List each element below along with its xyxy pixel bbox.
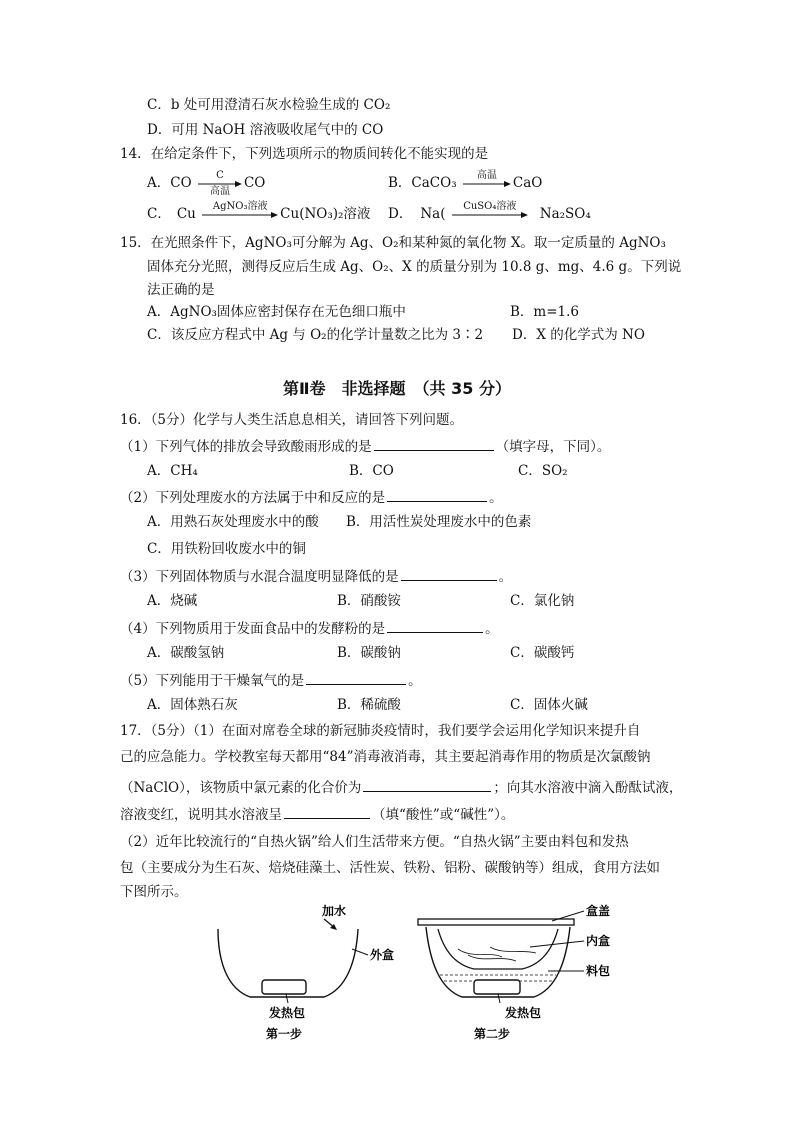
q17-l3-text: （NaClO），该物质中氯元素的化合价为 xyxy=(120,780,362,796)
arrow-icon xyxy=(202,212,278,218)
q14-b-arrow xyxy=(463,169,511,187)
q16-p3-option-b: B．硝酸铵 xyxy=(337,593,401,609)
food-lines xyxy=(458,947,536,961)
answer-blank[interactable] xyxy=(401,566,497,581)
q14-c-arrow xyxy=(202,200,278,218)
step1-diagram xyxy=(218,903,394,1041)
q16-part-4 xyxy=(120,618,499,638)
q16-p4-option-b: B．碳酸钠 xyxy=(337,645,401,661)
q17-line-1: 17．（5分）（1）在面对席卷全球的新冠肺炎疫情时，我们要学会运用化学知识来提升自 xyxy=(120,723,641,739)
q14-option-d xyxy=(388,200,591,223)
label-inner-box: 内盒 xyxy=(586,934,611,948)
answer-blank[interactable] xyxy=(306,670,406,685)
q16-p5-text: （5）下列能用于干燥氧气的是 xyxy=(120,673,305,689)
q16-p2-option-a: A．用熟石灰处理废水中的酸 xyxy=(147,514,319,530)
q16-p1-option-a: A．CH₄ xyxy=(147,463,198,479)
q14-a-left: CO xyxy=(170,175,192,191)
q16-p5-tail: 。 xyxy=(408,673,422,689)
q16-p3-text: （3）下列固体物质与水混合温度明显降低的是 xyxy=(120,569,399,585)
q14-stem: 14．在给定条件下，下列选项所示的物质间转化不能实现的是 xyxy=(120,146,489,162)
q17-l3-tail: ；向其水溶液中滴入酚酞试液， xyxy=(493,780,683,796)
inner-box-shape xyxy=(438,929,558,969)
q16-p1-option-b: B．CO xyxy=(349,463,394,479)
q14-option-a xyxy=(147,169,266,197)
q14-a-arrow xyxy=(198,169,242,197)
q17-line-7: 下图所示。 xyxy=(120,884,188,900)
q16-part-1 xyxy=(120,436,610,456)
answer-blank[interactable] xyxy=(363,777,491,792)
q16-p3-tail: 。 xyxy=(498,569,513,585)
q15-option-c: C．该反应方程式中 Ag 与 O₂的化学计量数之比为 3∶2 xyxy=(147,327,484,343)
q15-line-1: 15．在光照条件下，AgNO₃可分解为 Ag、O₂和某种氮的氧化物 X。取一定质量的 AgNO₃ xyxy=(120,235,666,251)
heat-pack-shape xyxy=(262,980,306,994)
label-add-water: 加水 xyxy=(322,904,347,918)
q16-part-3 xyxy=(120,566,512,586)
q17-line-5: （2）近年比较流行的“自热火锅”给人们生活带来方便。“自热火锅”主要由料包和发热 xyxy=(120,834,629,850)
q15-line-2: 固体充分光照，测得反应后生成 Ag、O₂、X 的质量分别为 10.8 g、mg、4.6 g。下列说 xyxy=(147,259,682,275)
q14-d-condition-top: CuSO₄溶液 xyxy=(463,200,517,212)
q14-a-right: CO xyxy=(243,175,266,191)
q14-b-right: CaO xyxy=(512,175,543,191)
answer-blank[interactable] xyxy=(387,487,487,502)
q16-p4-option-c: C．碳酸钙 xyxy=(510,645,575,661)
q14-d-right: Na₂SO₄ xyxy=(539,206,591,222)
q15-line-3: 法正确的是 xyxy=(147,282,215,298)
q16-part-5 xyxy=(120,670,422,690)
caption-step-2: 第二步 xyxy=(474,1027,511,1041)
answer-blank[interactable] xyxy=(374,436,494,451)
hotpot-figure xyxy=(200,893,650,1053)
arrow-icon xyxy=(463,181,511,187)
q14-a-label: A． xyxy=(147,175,171,191)
q15-option-a: A．AgNO₃固体应密封保存在无色细口瓶中 xyxy=(147,304,406,320)
q14-d-arrow xyxy=(452,200,528,218)
q16-p4-text: （4）下列物质用于发面食品中的发酵粉的是 xyxy=(120,621,386,637)
q14-option-b xyxy=(388,169,543,192)
q14-option-c xyxy=(147,200,371,223)
q16-p2-option-c: C．用铁粉回收废水中的铜 xyxy=(147,541,306,557)
q14-c-left: Cu xyxy=(176,206,196,222)
q14-c-condition-top: AgNO₃溶液 xyxy=(212,200,268,212)
q14-a-condition-top: C xyxy=(216,169,224,181)
q17-line-6: 包（主要成分为生石灰、焙烧硅藻土、活性炭、铁粉、铝粉、碳酸钠等）组成，食用方法如 xyxy=(120,860,660,876)
q17-l4-tail: （填“酸性”或“碱性”）。 xyxy=(372,807,515,823)
label-heat-pack-2: 发热包 xyxy=(505,1006,542,1020)
q14-b-left: CaCO₃ xyxy=(411,175,457,191)
q16-part-2 xyxy=(120,487,503,507)
q15-option-b: B．m=1.6 xyxy=(510,304,580,320)
q16-p1-tail: （填字母，下同）。 xyxy=(495,439,611,455)
arrow-icon xyxy=(452,212,528,218)
heat-pack-shape-2 xyxy=(474,980,520,994)
q16-p4-option-a: A．碳酸氢钠 xyxy=(147,645,225,661)
q16-p3-option-a: A．烧碱 xyxy=(147,593,198,609)
q14-d-left: Na( xyxy=(420,206,446,222)
q16-stem: 16．（5分）化学与人类生活息息相关，请回答下列问题。 xyxy=(120,412,464,428)
q16-p1-text: （1）下列气体的排放会导致酸雨形成的是 xyxy=(120,439,372,455)
q17-l4-text: 溶液变红，说明其水溶液呈 xyxy=(120,807,282,823)
q16-p5-option-c: C．固体火碱 xyxy=(510,697,588,713)
lid-shape xyxy=(418,919,574,925)
q16-p2-text: （2）下列处理废水的方法属于中和反应的是 xyxy=(120,490,386,506)
step2-diagram xyxy=(418,903,610,1041)
q14-d-label: D． xyxy=(388,206,413,222)
label-heat-pack-1: 发热包 xyxy=(269,1006,306,1020)
q16-p5-option-a: A．固体熟石灰 xyxy=(147,697,238,713)
q16-p1-option-c: C．SO₂ xyxy=(518,463,568,479)
q13-option-d: D．可用 NaOH 溶液吸收尾气中的 CO xyxy=(147,122,384,138)
q17-line-3 xyxy=(120,777,682,797)
label-ingredient-pack: 料包 xyxy=(586,964,611,978)
label-lid: 盒盖 xyxy=(586,904,611,918)
q16-p4-tail: 。 xyxy=(485,621,499,637)
q13-option-c: C．b 处可用澄清石灰水检验生成的 CO₂ xyxy=(147,97,391,113)
q14-b-condition-top: 高温 xyxy=(476,169,497,181)
q16-p3-option-c: C．氯化钠 xyxy=(510,593,575,609)
q16-p2-option-b: B．用活性炭处理废水中的色素 xyxy=(346,514,532,530)
q14-c-label: C． xyxy=(147,206,171,222)
answer-blank[interactable] xyxy=(387,618,483,633)
q14-a-condition-bottom: 高温 xyxy=(209,185,230,197)
section-title: 第Ⅱ卷 非选择题 （共 35 分） xyxy=(283,379,511,398)
q16-p2-tail: 。 xyxy=(489,490,503,506)
q14-b-label: B． xyxy=(388,175,412,191)
q15-option-d: D．X 的化学式为 NO xyxy=(512,327,645,343)
q16-p5-option-b: B．稀硫酸 xyxy=(337,697,401,713)
caption-step-1: 第一步 xyxy=(266,1027,303,1041)
q14-c-right: Cu(NO₃)₂溶液 xyxy=(280,206,371,222)
label-outer-box: 外盒 xyxy=(370,948,395,962)
q17-line-4 xyxy=(120,804,514,824)
answer-blank[interactable] xyxy=(284,804,370,819)
q17-line-2: 己的应急能力。学校教室每天都用“84”消毒液消毒，其主要起消毒作用的物质是次氯酸钠 xyxy=(120,749,651,765)
